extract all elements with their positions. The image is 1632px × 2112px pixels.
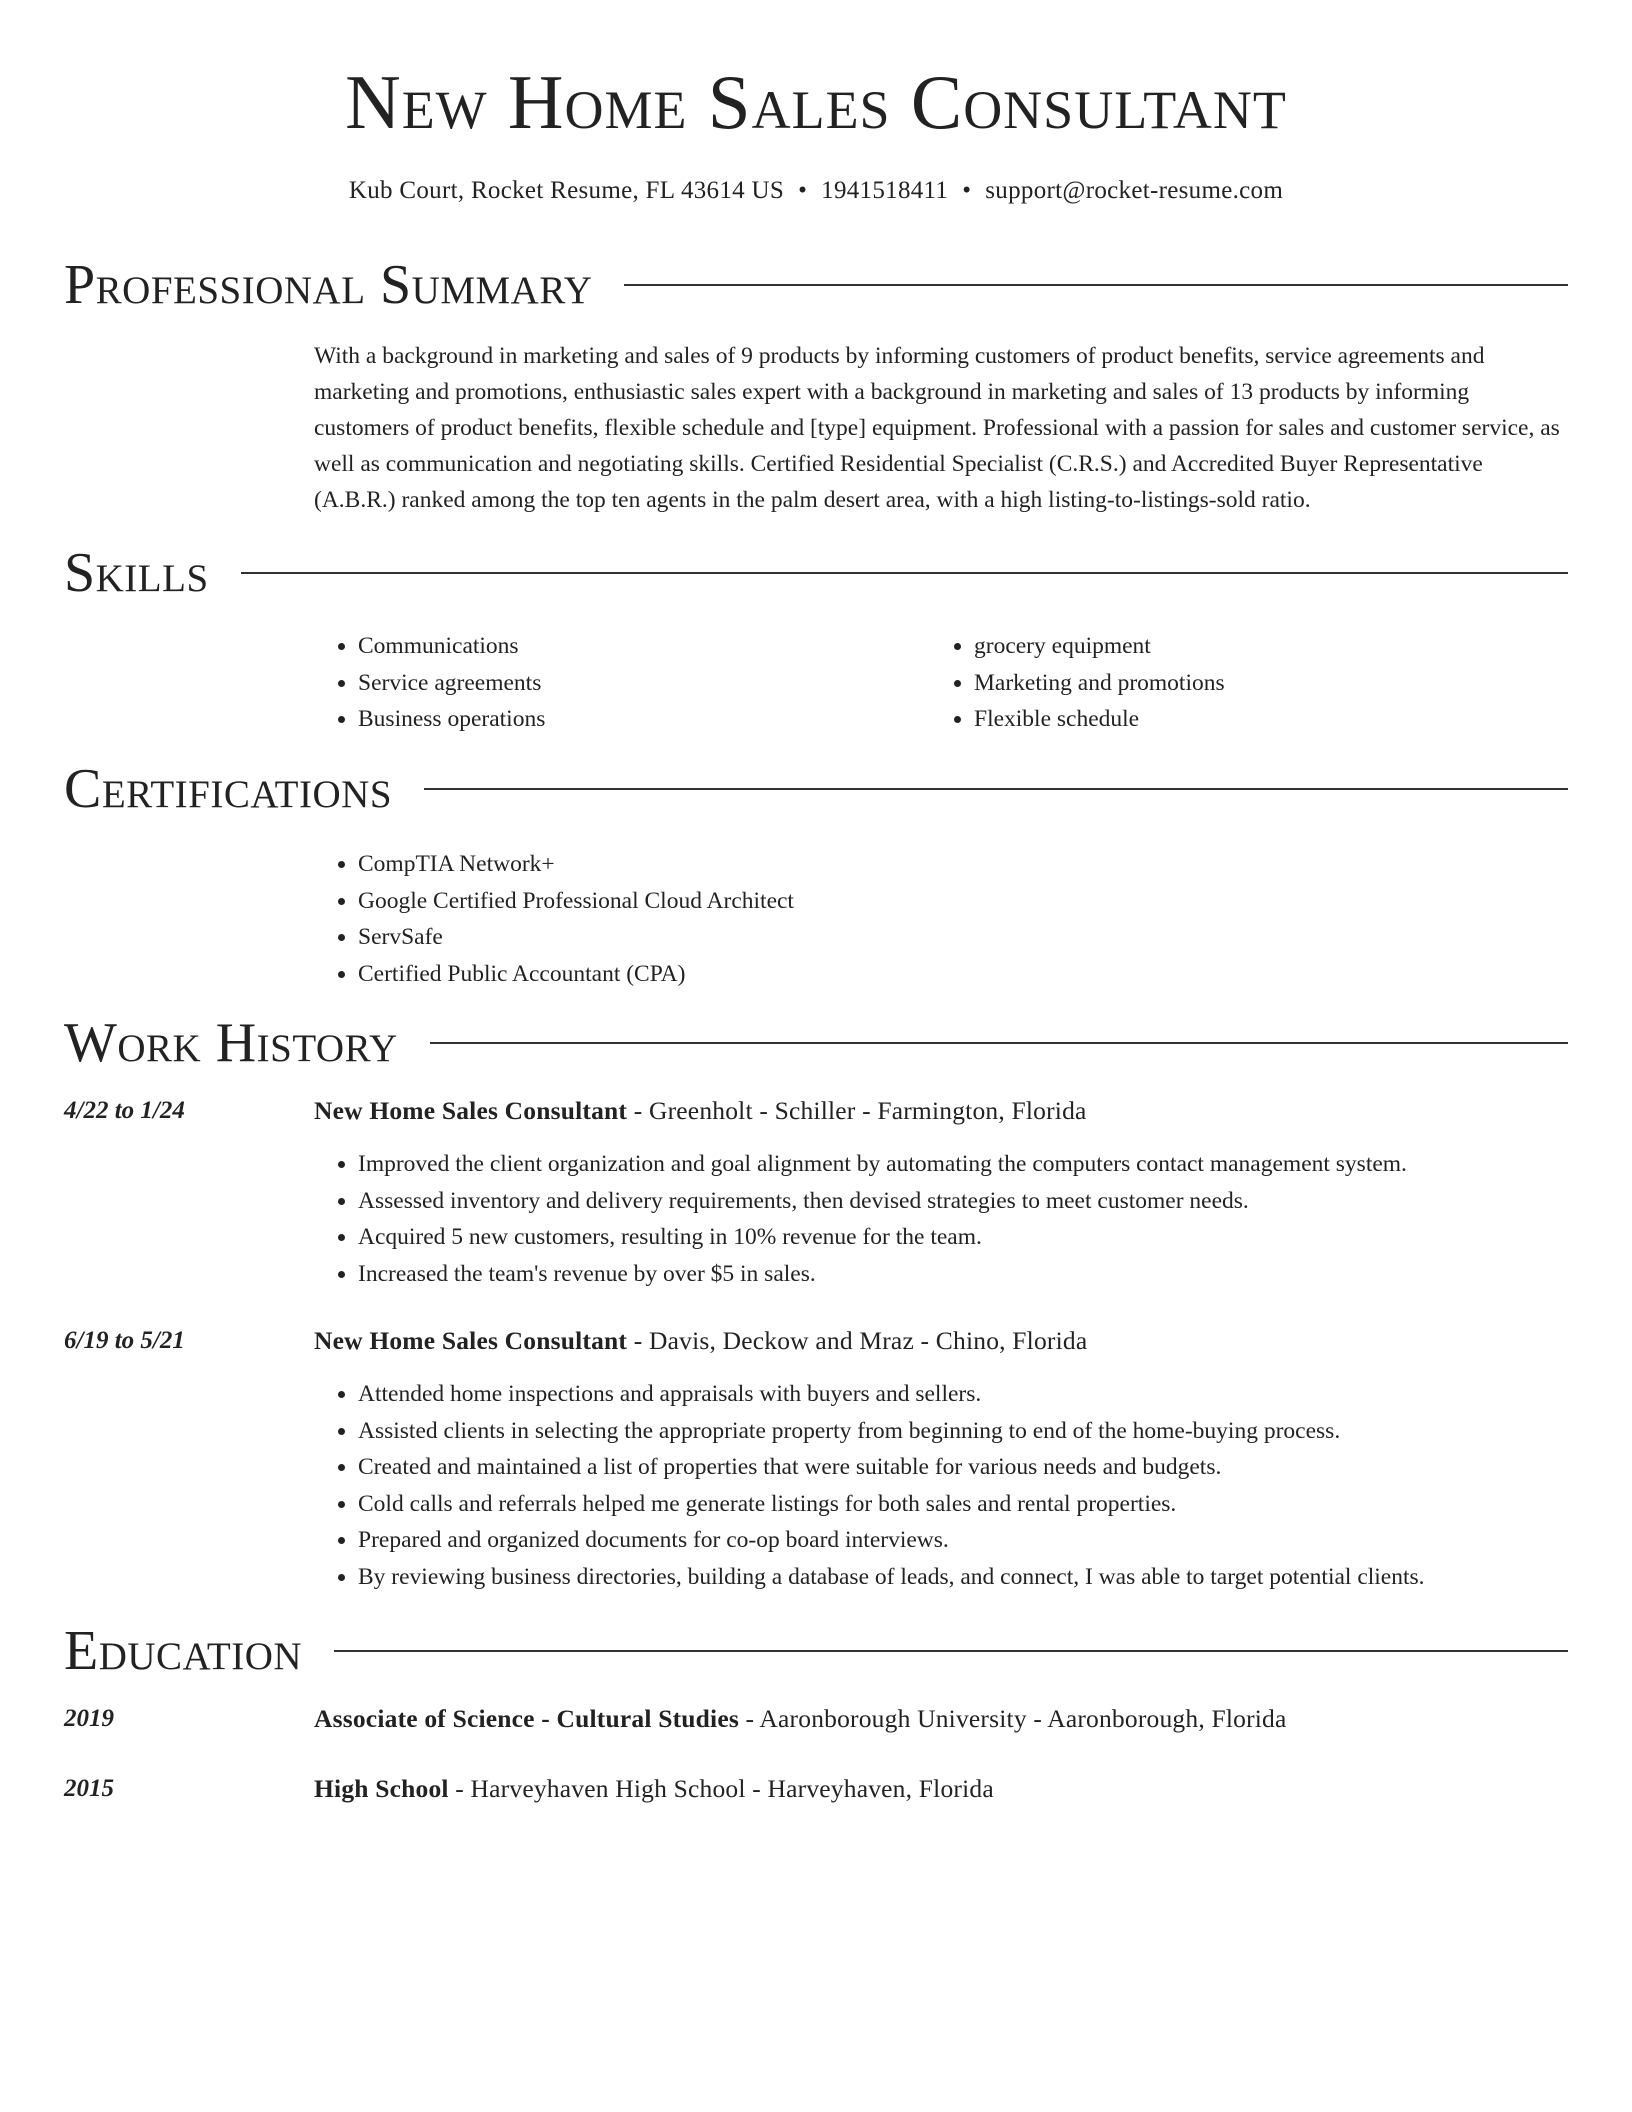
summary-text: With a background in marketing and sales of 9 products by informing customers of product benefits, service agreements and marketing and promotions, enthusiastic sales expert with a background in marketing and sales of 13 products by informing customers of product benefits, flexible schedule and [type] equipment. Professional with a passion for sales and customer service, as well as communication and negotiating skills. Certified Residential Specialist (C.R.S.) and Accredited Buyer Representative (A.B.R.) ranked among the top ten agents in the palm desert area, with a high listing-to-listings-sold ratio. [314, 343, 1560, 513]
contact-separator: • [962, 177, 972, 204]
section-rule [334, 1650, 1568, 1652]
job-bullets [314, 1146, 1568, 1292]
skill-item: • Communications [358, 628, 914, 665]
job-bullet: • By reviewing business directories, building a database of leads, and connect, I was able to target potential clients. [358, 1559, 1568, 1596]
section-header-work-history [64, 1010, 1568, 1076]
certification-item: • ServSafe [358, 919, 1564, 956]
skill-item: • grocery equipment [974, 628, 1550, 665]
job-title-line [314, 1324, 1568, 1358]
skills-list [930, 628, 1550, 738]
certification-item: • Google Certified Professional Cloud Architect [358, 883, 1564, 920]
education-line [314, 1702, 1568, 1736]
resume-name: New Home Sales Consultant [345, 59, 1287, 145]
phone: 1941518411 [821, 177, 949, 204]
job-bullet: • Prepared and organized documents for co-op board interviews. [358, 1522, 1568, 1559]
certifications-list [314, 846, 1564, 992]
certification-item: • CompTIA Network+ [358, 846, 1564, 883]
section-title: Skills [64, 542, 209, 604]
job-details: - Davis, Deckow and Mraz - Chino, Florida [627, 1326, 1088, 1355]
education-degree: Associate of Science - Cultural Studies [314, 1704, 739, 1733]
skills-column-2 [930, 628, 1550, 738]
job-bullet-list [314, 1376, 1568, 1595]
job-details: - Greenholt - Schiller - Farmington, Florida [627, 1096, 1087, 1125]
job-title: New Home Sales Consultant [314, 1326, 628, 1355]
job-title-line [314, 1094, 1568, 1128]
section-title: Work History [64, 1012, 398, 1074]
job-bullet-list [314, 1146, 1568, 1292]
section-header-education [64, 1618, 1568, 1684]
job-bullet: • Assessed inventory and delivery requirements, then devised strategies to meet customer needs. [358, 1183, 1568, 1220]
contact-line [0, 174, 1632, 208]
section-header-certifications [64, 756, 1568, 822]
skill-item: • Service agreements [358, 665, 914, 702]
certification-item: • Certified Public Accountant (CPA) [358, 956, 1564, 993]
skill-item: • Business operations [358, 701, 914, 738]
section-title: Certifications [64, 758, 393, 820]
job-bullet: • Cold calls and referrals helped me generate listings for both sales and rental properties. [358, 1486, 1568, 1523]
section-rule [424, 788, 1568, 790]
education-year: 2019 [64, 1705, 114, 1732]
skills-column-1 [314, 628, 914, 738]
job-bullet: • Improved the client organization and goal alignment by automating the computers contact management system. [358, 1146, 1568, 1183]
address: Kub Court, Rocket Resume, FL 43614 US [348, 177, 785, 204]
job-bullet: • Created and maintained a list of properties that were suitable for various needs and budgets. [358, 1449, 1568, 1486]
section-title: Professional Summary [64, 254, 593, 316]
section-rule [430, 1042, 1568, 1044]
section-rule [241, 572, 1568, 574]
education-details: - Aaronborough University - Aaronborough, Florida [738, 1704, 1287, 1733]
email: support@rocket-resume.com [985, 177, 1284, 204]
job-bullet: • Acquired 5 new customers, resulting in 10% revenue for the team. [358, 1219, 1568, 1256]
job-bullet: • Assisted clients in selecting the appropriate property from beginning to end of the home-buying process. [358, 1413, 1568, 1450]
section-header-summary [64, 252, 1568, 318]
job-dates: 4/22 to 1/24 [64, 1097, 185, 1124]
certifications [314, 846, 1564, 992]
education-degree: High School [314, 1774, 449, 1803]
skill-item: • Flexible schedule [974, 701, 1550, 738]
section-title: Education [64, 1620, 303, 1682]
job-bullets [314, 1376, 1568, 1595]
job-bullet: • Increased the team's revenue by over $5 in sales. [358, 1256, 1568, 1293]
skill-item: • Marketing and promotions [974, 665, 1550, 702]
contact-separator: • [798, 177, 808, 204]
skills-list [314, 628, 914, 738]
section-rule [624, 284, 1568, 286]
job-dates: 6/19 to 5/21 [64, 1327, 185, 1354]
education-details: - Harveyhaven High School - Harveyhaven, Florida [448, 1774, 994, 1803]
education-line [314, 1772, 1568, 1806]
education-year: 2015 [64, 1775, 114, 1802]
section-header-skills [64, 540, 1568, 606]
job-title: New Home Sales Consultant [314, 1096, 628, 1125]
job-bullet: • Attended home inspections and appraisals with buyers and sellers. [358, 1376, 1568, 1413]
